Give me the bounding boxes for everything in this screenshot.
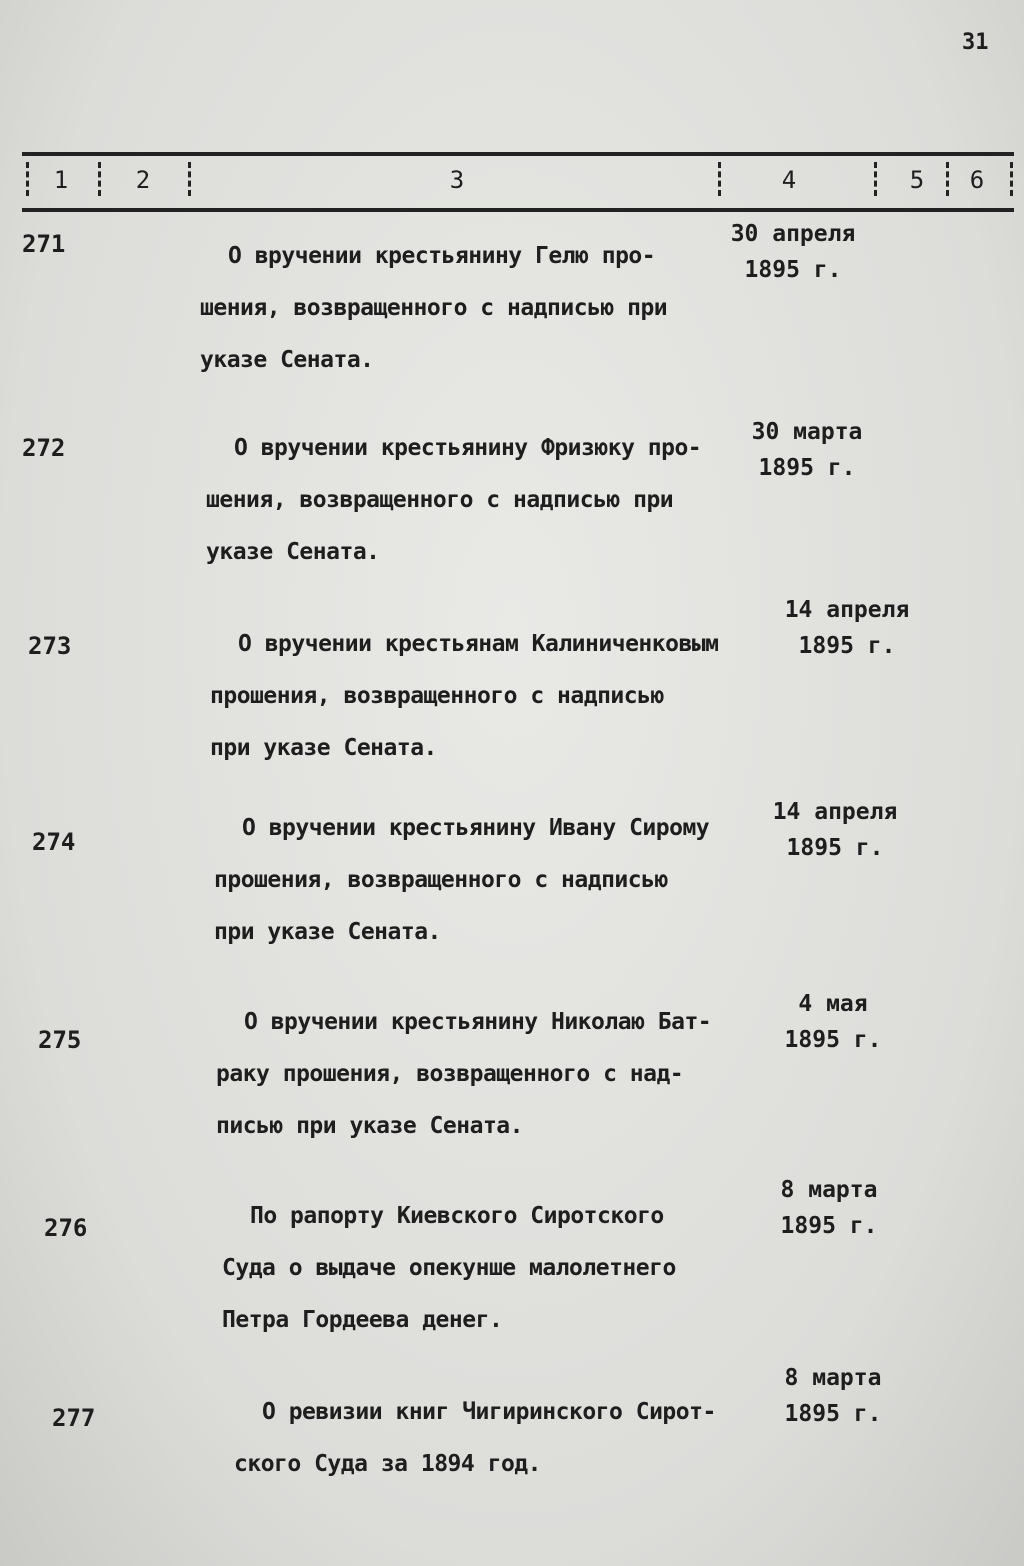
entry-number: 274 xyxy=(32,828,76,856)
description-line: По рапорту Киевского Сиротского xyxy=(250,1203,664,1229)
description-line: при указе Сената. xyxy=(214,919,441,945)
entry-date xyxy=(744,1172,914,1244)
column-separator xyxy=(718,162,721,196)
entry-date xyxy=(762,592,932,664)
description-line: Петра Гордеева денег. xyxy=(222,1307,503,1333)
entry-description xyxy=(222,1190,792,1346)
entry-description xyxy=(216,996,786,1152)
description-line: раку прошения, возвращенного с над- xyxy=(216,1061,684,1087)
description-line: О вручении крестьянину Гелю про- xyxy=(228,243,656,269)
date-day: 14 апреля xyxy=(784,597,910,623)
page-number: 31 xyxy=(962,30,989,55)
date-year: 1895 г. xyxy=(798,633,896,659)
date-day: 4 мая xyxy=(798,991,868,1017)
date-day: 14 апреля xyxy=(772,799,898,825)
column-header-row xyxy=(22,152,1014,212)
date-day: 30 апреля xyxy=(730,221,856,247)
entry-number: 271 xyxy=(22,230,66,258)
description-line: писью при указе Сената. xyxy=(216,1113,523,1139)
date-year: 1895 г. xyxy=(780,1213,878,1239)
description-line: ского Суда за 1894 год. xyxy=(234,1451,541,1477)
description-line: прошения, возвращенного с надписью xyxy=(214,867,668,893)
entry-date xyxy=(708,216,878,288)
entry-description xyxy=(214,802,784,958)
entry-number: 273 xyxy=(28,632,72,660)
column-separator xyxy=(1010,162,1013,196)
date-year: 1895 г. xyxy=(784,1401,882,1427)
description-line: Суда о выдаче опекунше малолетнего xyxy=(222,1255,676,1281)
description-line: указе Сената. xyxy=(200,347,374,373)
column-header-2: 2 xyxy=(135,166,151,194)
column-header-3: 3 xyxy=(449,166,465,194)
entry-date xyxy=(748,986,918,1058)
column-separator xyxy=(26,162,29,196)
entry-number: 276 xyxy=(44,1214,88,1242)
description-line: прошения, возвращенного с надписью xyxy=(210,683,664,709)
description-line: указе Сената. xyxy=(206,539,380,565)
date-year: 1895 г. xyxy=(744,257,842,283)
column-header-5: 5 xyxy=(909,166,925,194)
date-year: 1895 г. xyxy=(786,835,884,861)
column-separator xyxy=(874,162,877,196)
column-header-1: 1 xyxy=(53,166,69,194)
entry-number: 275 xyxy=(38,1026,82,1054)
column-header-4: 4 xyxy=(781,166,797,194)
entry-number: 277 xyxy=(52,1404,96,1432)
entry-number: 272 xyxy=(22,434,66,462)
description-line: О вручении крестьянам Калиниченковым xyxy=(238,631,719,657)
entry-description xyxy=(206,422,776,578)
description-line: О вручении крестьянину Фризюку про- xyxy=(234,435,702,461)
description-line: при указе Сената. xyxy=(210,735,437,761)
description-line: шения, возвращенного с надписью при xyxy=(206,487,674,513)
entry-date xyxy=(722,414,892,486)
entry-description xyxy=(234,1386,804,1490)
entry-description xyxy=(210,618,780,774)
entry-date xyxy=(748,1360,918,1432)
column-separator xyxy=(946,162,949,196)
date-day: 8 марта xyxy=(784,1365,882,1391)
column-separator xyxy=(188,162,191,196)
column-separator xyxy=(98,162,101,196)
entry-description xyxy=(200,230,770,386)
date-year: 1895 г. xyxy=(758,455,856,481)
date-day: 30 марта xyxy=(751,419,863,445)
description-line: О вручении крестьянину Ивану Сирому xyxy=(242,815,710,841)
date-year: 1895 г. xyxy=(784,1027,882,1053)
description-line: шения, возвращенного с надписью при xyxy=(200,295,668,321)
date-day: 8 марта xyxy=(780,1177,878,1203)
description-line: О вручении крестьянину Николаю Бат- xyxy=(244,1009,712,1035)
description-line: О ревизии книг Чигиринского Сирот- xyxy=(262,1399,716,1425)
column-header-6: 6 xyxy=(969,166,985,194)
entry-date xyxy=(750,794,920,866)
